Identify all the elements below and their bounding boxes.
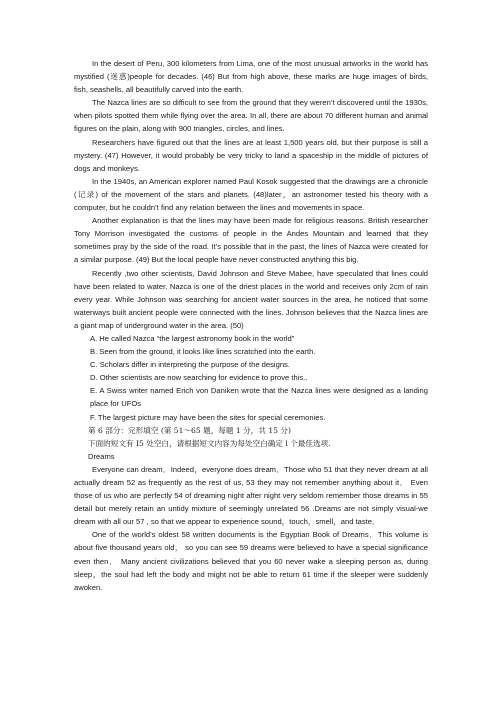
passage-paragraph-4: In the 1940s, an American explorer named Paul Kosok suggested that the drawings are a chronicle (记录) of the movement of the stars and planets. (48)later，an astronomer tested his theory with a computer, but he couldn’t find any relation between the lines and movements in space.: [74, 176, 428, 213]
option-a: A. He called Nazca “the largest astronomy book in the world”: [90, 333, 295, 343]
option-d: D. Other scientists are now searching for evidence to prove this..: [90, 373, 308, 383]
document-page: [74, 57, 428, 594]
passage-paragraph-2: The Nazca lines are so difficult to see from the ground that they weren’t discovered until the 1930s, when pilots spotted them while flying over the area. In all, there are about 70 different human and animal figures on the plain, along with 900 triangles, circles, and lines.: [74, 98, 428, 134]
cloze-paragraph-1: Everyone can dream．Indeed，everyone does dream．Those who 51 that they never dream at all actually dream 52 as frequently as the rest of us, 53 they may not remember anything about it． Even those of us who are perfectly 54 of dreaming night after night very seldom remember those dreams in 55 detail but merely retain an untidy mixture of seemingly unrelated 56 .Dreams are not simply visual-we dream with all our 57 , so that we appear to experience sound，touch，smell，and taste．: [74, 464, 428, 527]
option-b: B. Seen from the ground, it looks like lines scratched into the earth.: [90, 347, 316, 357]
cloze-paragraph-2: One of the world's oldest 58 written documents is the Egyptian Book of Dreams．This volume is about five thousand years old， so you can see 59 dreams were believed to have a special significance even then． Many ancient civilizations believed that you 60 never wake a sleeping person as, during sleep，the soul had left the body and might not be able to return 61 time if the sleeper were suddenly awoken.: [74, 530, 428, 592]
passage-paragraph-3: Researchers have figured out that the lines are at least 1,500 years old, but their purpose is still a mystery. (47) However, it would probably be very tricky to land a spaceship in the middle of pictures of dogs and monkeys.: [74, 137, 428, 173]
option-c: C. Scholars differ in interpreting the purpose of the designs.: [90, 360, 290, 370]
section-heading: 第 6 部分：完形填空 (第 51～65 题，每题 1 分，共 15 分): [88, 425, 291, 435]
passage-paragraph-5: Another explanation is that the lines may have been made for religious reasons. British researcher Tony Morrison investigated the customs of people in the Andes Mountain and learned that they sometimes pray by the side of the road. It’s possible that in the past, the lines of Nazca were created for a similar purpose. (49) But the local people have never constructed anything this big.: [74, 216, 428, 265]
passage-paragraph-6: Recently ,two other scientists, David Johnson and Steve Mabee, have speculated that lines could have been related to water. Nazca is one of the driest places in the world and receives only 2cm of rain every year. While Johnson was searching for ancient water sources in the area, he noticed that some waterways built ancient people were connected with the lines. Johnson believes that the Nazca lines are a giant map of underground water in the area. (50): [74, 268, 428, 330]
passage-paragraph-1: In the desert of Peru, 300 kilometers from Lima, one of the most unusual artworks in the world has mystified (迷惑)people for decades. (46) But from high above, these marks are huge images of birds, fish, seashells, all beautifully carved into the earth.: [74, 59, 428, 95]
option-f: F. The largest picture may have been the sites for special ceremonies.: [90, 412, 326, 422]
section-instruction: 下面的短文有 I5 处空白，请根据短文内容为每处空白确定 l 个最佳选项.: [88, 438, 331, 448]
option-e: E. A Swiss writer named Erich von Daniken wrote that the Nazca lines were designed as a landing place for UFOs: [90, 386, 428, 409]
cloze-title: Dreams: [88, 451, 115, 461]
